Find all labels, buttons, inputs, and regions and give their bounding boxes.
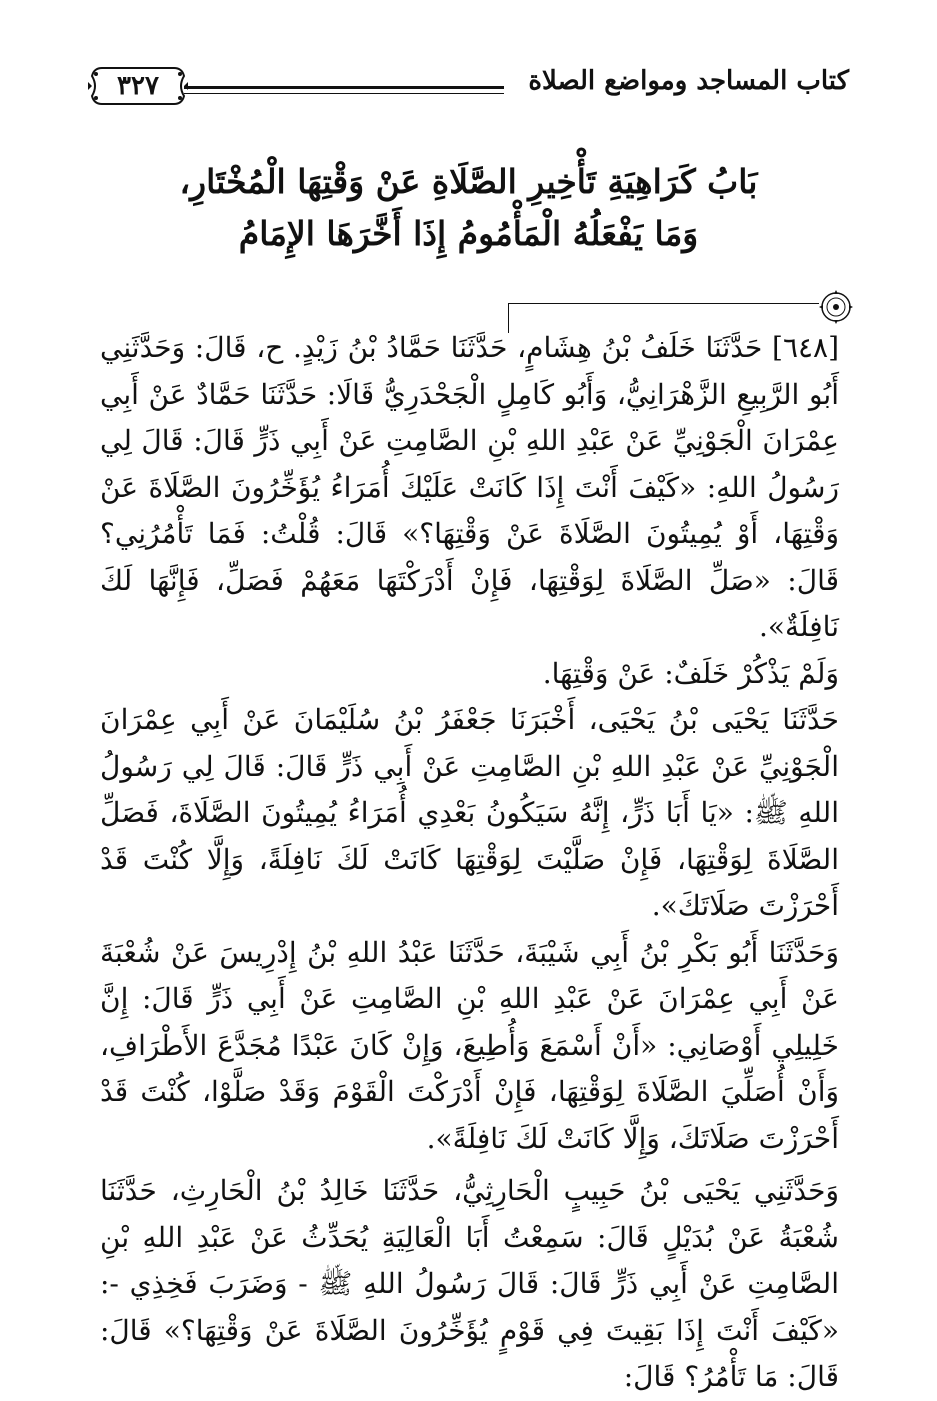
hadith-paragraph: حَدَّثَنَا يَحْيَى بْنُ يَحْيَى، أَخْبَرَنَا جَعْفَرُ بْنُ سُلَيْمَانَ عَنْ أَبِي عِمْرَانَ الْجَوْنِيِّ عَنْ عَبْدِ اللهِ بْنِ الصَّامِتِ عَنْ أَبِي ذَرٍّ قَالَ: قَالَ لِي رَسُولُ اللهِ ﷺ: «يَا أَبَا ذَرٍّ، إِنَّهُ سَيَكُونُ بَعْدِي أُمَرَاءُ يُمِيتُونَ الصَّلَاةَ، فَصَلِّ الصَّلَاةَ لِوَقْتِهَا، فَإِنْ صَلَّيْتَ لِوَقْتِهَا كَانَتْ لَكَ نَافِلَةً، وَإِلَّا كُنْتَ قَدْ أَحْرَزْتَ صَلَاتَكَ».: [100, 703, 839, 922]
page-number-frame: [88, 64, 188, 108]
page-number: ٣٢٧: [117, 71, 159, 101]
hadith-paragraph: وَلَمْ يَذْكُرْ خَلَفٌ: عَنْ وَقْتِهَا.: [542, 656, 839, 690]
hadith-text: حَدَّثَنَا خَلَفُ بْنُ هِشَامٍ، حَدَّثَنَا حَمَّادُ بْنُ زَيْدٍ. ح، قَالَ: وَحَدَّثَنِي أَبُو الرَّبِيعِ الزَّهْرَانِيُّ، وَأَبُو كَامِلٍ الْجَحْدَرِيُّ قَالَا: حَدَّثَنَا حَمَّادٌ عَنْ أَبِي عِمْرَانَ الْجَوْنِيِّ عَنْ عَبْدِ اللهِ بْنِ الصَّامِتِ عَنْ أَبِي ذَرٍّ قَالَ: قَالَ لِي رَسُولُ اللهِ: «كَيْفَ أَنْتَ إِذَا كَانَتْ عَلَيْكَ أُمَرَاءُ يُؤَخِّرُونَ الصَّلَاةَ عَنْ وَقْتِهَا، أَوْ يُمِيتُونَ الصَّلَاةَ عَنْ وَقْتِهَا؟» قَالَ: قُلْتُ: فَمَا تَأْمُرُنِي؟ قَالَ: «صَلِّ الصَّلَاةَ لِوَقْتِهَا، فَإِنْ أَدْرَكْتَهَا مَعَهُمْ فَصَلِّ، فَإِنَّهَا لَكَ نَافِلَةٌ».: [100, 331, 840, 643]
hadith-paragraph: وَحَدَّثَنِي يَحْيَى بْنُ حَبِيبٍ الْحَارِثِيُّ، حَدَّثَنَا خَالِدُ بْنُ الْحَارِثِ، حَدَّثَنَا شُعْبَةُ عَنْ بُدَيْلٍ قَالَ: سَمِعْتُ أَبَا الْعَالِيَةِ يُحَدِّثُ عَنْ عَبْدِ اللهِ بْنِ الصَّامِتِ عَنْ أَبِي ذَرٍّ قَالَ: قَالَ رَسُولُ اللهِ ﷺ - وَضَرَبَ فَخِذِي -: «كَيْفَ أَنْتَ إِذَا بَقِيتَ فِي قَوْمٍ يُؤَخِّرُونَ الصَّلَاةَ عَنْ وَقْتِهَا؟» قَالَ: قَالَ: مَا تَأْمُرُ؟ قَالَ:: [100, 1174, 839, 1393]
header-rule: [184, 86, 504, 89]
page-header: [88, 62, 849, 110]
hadith-body: [100, 325, 839, 1401]
chapter-heading: [100, 156, 837, 260]
running-title: كتاب المساجد ومواضع الصلاة: [528, 66, 849, 96]
hadith-paragraph: وَحَدَّثَنَا أَبُو بَكْرِ بْنُ أَبِي شَيْبَةَ، حَدَّثَنَا عَبْدُ اللهِ بْنُ إِدْرِيسَ عَنْ شُعْبَةَ عَنْ أَبِي عِمْرَانَ عَنْ عَبْدِ اللهِ بْنِ الصَّامِتِ عَنْ أَبِي ذَرٍّ قَالَ: إِنَّ خَلِيلِي أَوْصَانِي: «أَنْ أَسْمَعَ وَأُطِيعَ، وَإِنْ كَانَ عَبْدًا مُجَدَّعَ الأَطْرَافِ، وَأَنْ أُصَلِّيَ الصَّلَاةَ لِوَقْتِهَا، فَإِنْ أَدْرَكْتَ الْقَوْمَ وَقَدْ صَلَّوْا، كُنْتَ قَدْ أَحْرَزْتَ صَلَاتَكَ، وَإِلَّا كَانَتْ لَكَ نَافِلَةً».: [100, 935, 839, 1155]
hadith-bracket-line: [508, 303, 819, 304]
chapter-title-line-1: بَابُ كَرَاهِيَةِ تَأْخِيرِ الصَّلَاةِ عَنْ وَقْتِهَا الْمُخْتَارِ،: [179, 162, 758, 201]
hadith-marker-icon: [817, 288, 855, 326]
hadith-paragraph: [100, 325, 839, 651]
chapter-title-line-2: وَمَا يَفْعَلُهُ الْمَأْمُومُ إِذَا أَخَّرَهَا الإِمَامُ: [238, 214, 699, 253]
header-rule-thin: [184, 93, 504, 94]
hadith-number: [٦٤٨]: [772, 331, 839, 364]
